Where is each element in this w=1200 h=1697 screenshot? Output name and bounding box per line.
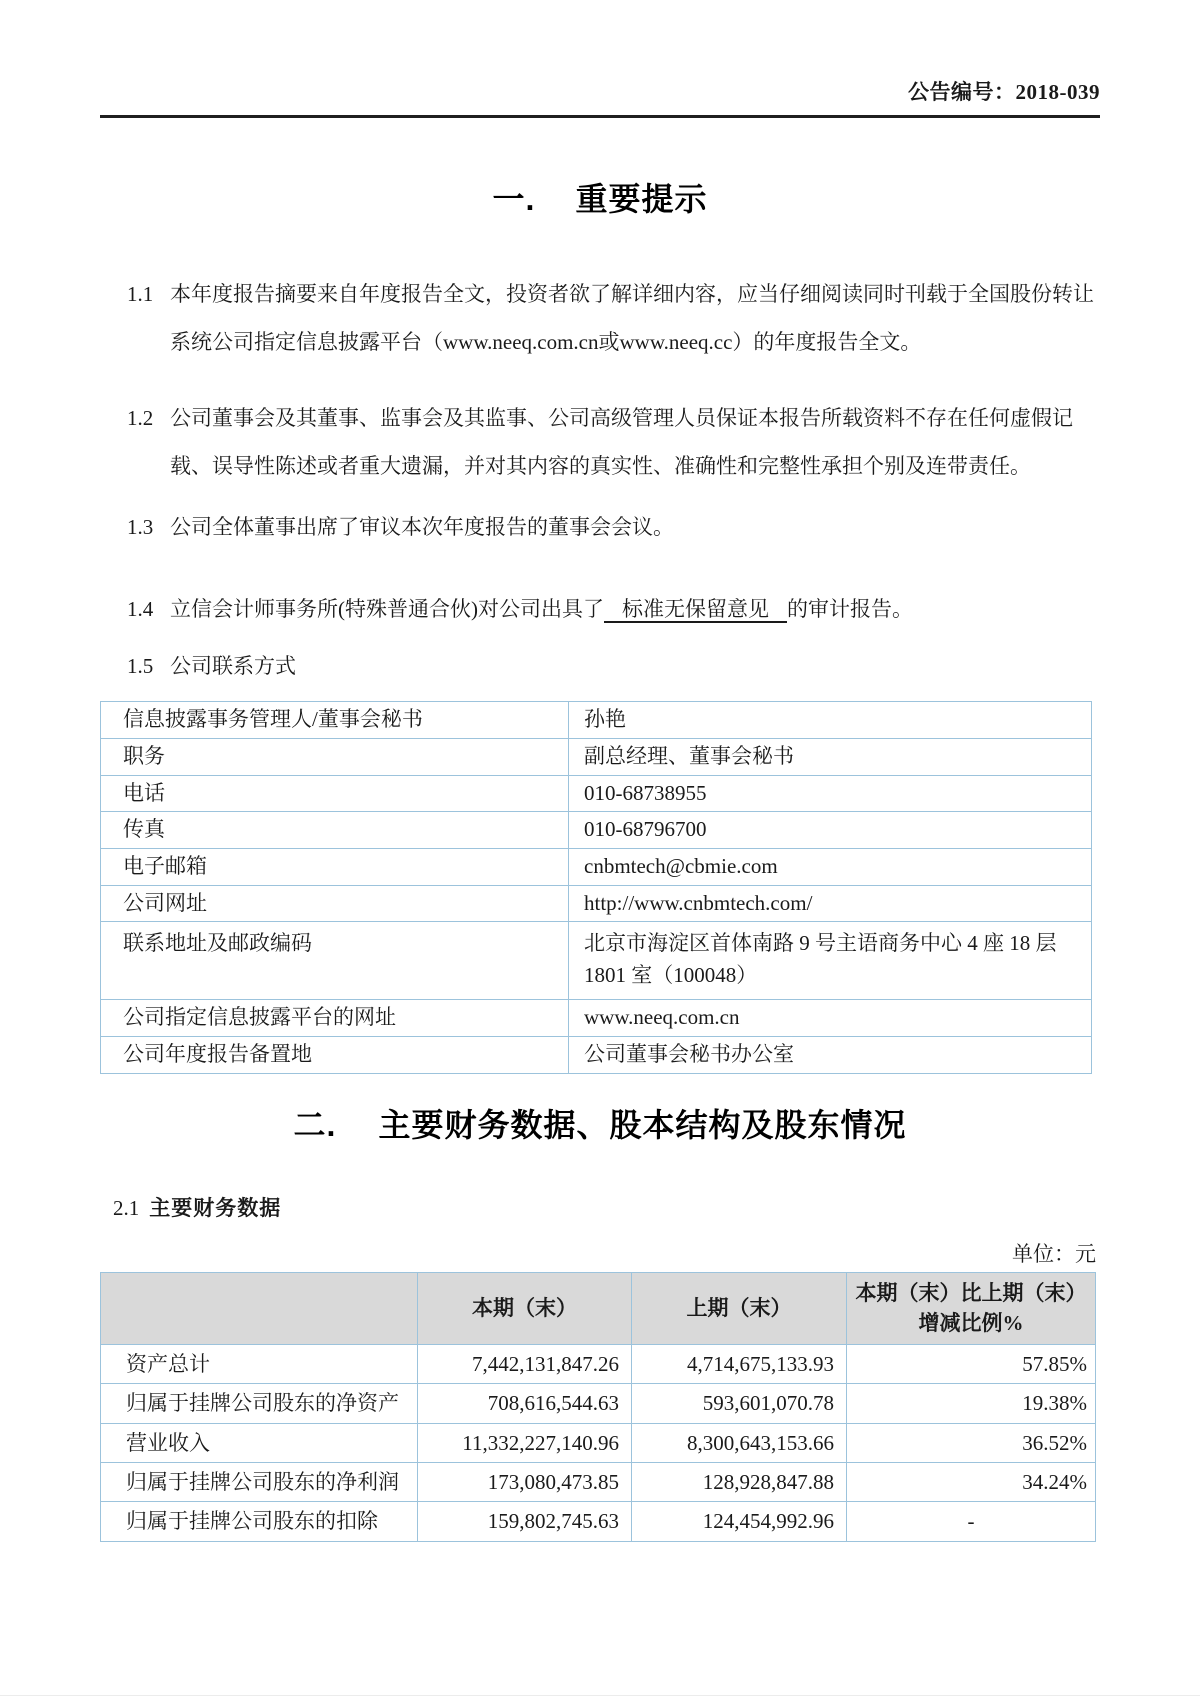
contact-value: cnbmtech@cbmie.com bbox=[569, 848, 1092, 885]
contact-label: 职务 bbox=[101, 738, 569, 775]
announcement-number: 公告编号：2018-039 bbox=[908, 80, 1100, 104]
metric-label: 资产总计 bbox=[101, 1344, 418, 1383]
contact-value: 公司董事会秘书办公室 bbox=[569, 1037, 1092, 1074]
metric-label: 归属于挂牌公司股东的净资产 bbox=[101, 1384, 418, 1423]
clause-number: 1.1 bbox=[127, 282, 154, 306]
contact-value: 010-68796700 bbox=[569, 812, 1092, 849]
contact-value: 副总经理、董事会秘书 bbox=[569, 738, 1092, 775]
clause-text bbox=[170, 585, 1100, 633]
metric-label: 营业收入 bbox=[101, 1423, 418, 1462]
clause-1-4 bbox=[100, 585, 1100, 633]
metric-change-value: 57.85% bbox=[847, 1344, 1096, 1383]
subsection-number: 2.1 bbox=[113, 1195, 140, 1220]
contact-value: 010-68738955 bbox=[569, 775, 1092, 812]
table-row bbox=[101, 812, 1092, 849]
header-blank-cell bbox=[101, 1272, 418, 1344]
contact-label: 公司指定信息披露平台的网址 bbox=[101, 1000, 569, 1037]
contact-value: 孙艳 bbox=[569, 702, 1092, 739]
clause-text: 公司董事会及其董事、监事会及其监事、公司高级管理人员保证本报告所载资料不存在任何虚假记载、误导性陈述或者重大遗漏，并对其内容的真实性、准确性和完整性承担个别及连带责任。 bbox=[170, 405, 1073, 478]
contact-info-table bbox=[100, 701, 1092, 1074]
subsection-title: 主要财务数据 bbox=[149, 1196, 282, 1220]
table-row bbox=[101, 775, 1092, 812]
metric-change-value: - bbox=[847, 1502, 1096, 1541]
table-row bbox=[101, 885, 1092, 922]
section1-heading bbox=[100, 174, 1100, 220]
table-row bbox=[101, 1423, 1096, 1462]
table-row bbox=[101, 1344, 1096, 1383]
table-row bbox=[101, 848, 1092, 885]
metric-previous-value: 593,601,070.78 bbox=[632, 1384, 847, 1423]
header-current-period: 本期（末） bbox=[418, 1272, 632, 1344]
audit-opinion-underlined: 标准无保留意见 bbox=[604, 597, 787, 623]
metric-change-value: 19.38% bbox=[847, 1384, 1096, 1423]
clause-number: 1.3 bbox=[127, 515, 154, 540]
contact-value: http://www.cnbmtech.com/ bbox=[569, 885, 1092, 922]
contact-label: 信息披露事务管理人/董事会秘书 bbox=[101, 702, 569, 739]
table-row bbox=[101, 1502, 1096, 1541]
clause-text: 公司全体董事出席了审议本次年度报告的董事会会议。 bbox=[170, 515, 674, 540]
table-row bbox=[101, 1037, 1092, 1074]
audit-text-post: 的审计报告。 bbox=[787, 597, 913, 622]
header-change-ratio-line1: 本期（末）比上期（末） bbox=[855, 1280, 1087, 1305]
section1-heading-title: 重要提示 bbox=[575, 181, 708, 217]
currency-unit-label: 单位：元 bbox=[1012, 1241, 1096, 1266]
contact-value: www.neeq.com.cn bbox=[569, 1000, 1092, 1037]
contact-label: 电话 bbox=[101, 775, 569, 812]
table-row bbox=[101, 922, 1092, 1000]
clause-number: 1.4 bbox=[127, 597, 154, 622]
metric-previous-value: 124,454,992.96 bbox=[632, 1502, 847, 1541]
metric-previous-value: 8,300,643,153.66 bbox=[632, 1423, 847, 1462]
metric-current-value: 159,802,745.63 bbox=[418, 1502, 632, 1541]
header-change-ratio-line2: 增减比例% bbox=[918, 1311, 1024, 1336]
subsection-2-1-heading bbox=[100, 1192, 1100, 1222]
metric-current-value: 11,332,227,140.96 bbox=[418, 1423, 632, 1462]
section2-heading-number: 二. bbox=[293, 1106, 337, 1143]
table-row bbox=[101, 702, 1092, 739]
table-row bbox=[101, 1463, 1096, 1502]
metric-label: 归属于挂牌公司股东的扣除 bbox=[101, 1502, 418, 1541]
metric-current-value: 7,442,131,847.26 bbox=[418, 1344, 632, 1383]
metric-previous-value: 128,928,847.88 bbox=[632, 1463, 847, 1502]
metric-current-value: 173,080,473.85 bbox=[418, 1463, 632, 1502]
clause-1-1 bbox=[100, 270, 1100, 367]
table-row bbox=[101, 1384, 1096, 1423]
clause-1-5 bbox=[100, 642, 1100, 690]
clause-number: 1.2 bbox=[127, 405, 154, 430]
header-divider bbox=[100, 115, 1100, 118]
header-previous-period: 上期（末） bbox=[632, 1272, 847, 1344]
metric-current-value: 708,616,544.63 bbox=[418, 1384, 632, 1423]
metric-label: 归属于挂牌公司股东的净利润 bbox=[101, 1463, 418, 1502]
section2-heading-title: 主要财务数据、股本结构及股东情况 bbox=[378, 1106, 907, 1143]
table-row bbox=[101, 1000, 1092, 1037]
table-row bbox=[101, 738, 1092, 775]
header-change-ratio bbox=[847, 1272, 1096, 1344]
clause-1-2 bbox=[100, 394, 1100, 491]
section2-heading bbox=[100, 1100, 1100, 1146]
table-header-row bbox=[101, 1272, 1096, 1344]
clause-text: 公司联系方式 bbox=[170, 653, 296, 678]
metric-change-value: 34.24% bbox=[847, 1463, 1096, 1502]
metric-change-value: 36.52% bbox=[847, 1423, 1096, 1462]
clause-text: 本年度报告摘要来自年度报告全文，投资者欲了解详细内容，应当仔细阅读同时刊载于全国股份转让系统公司指定信息披露平台（www.neeq.com.cn或www.neeq.cc）的年度报告全文。 bbox=[170, 282, 1094, 355]
page-bottom-edge bbox=[0, 1695, 1200, 1696]
audit-text-pre: 立信会计师事务所(特殊普通合伙)对公司出具了 bbox=[170, 597, 604, 622]
section1-heading-number: 一. bbox=[492, 181, 536, 217]
contact-label: 公司年度报告备置地 bbox=[101, 1037, 569, 1074]
contact-label: 公司网址 bbox=[101, 885, 569, 922]
financial-data-table bbox=[100, 1272, 1096, 1542]
clause-number: 1.5 bbox=[127, 653, 154, 678]
contact-label: 传真 bbox=[101, 812, 569, 849]
clause-1-3 bbox=[100, 503, 1100, 551]
metric-previous-value: 4,714,675,133.93 bbox=[632, 1344, 847, 1383]
contact-label: 联系地址及邮政编码 bbox=[101, 922, 569, 1000]
contact-value: 北京市海淀区首体南路 9 号主语商务中心 4 座 18 层 1801 室（100048） bbox=[569, 922, 1092, 1000]
contact-label: 电子邮箱 bbox=[101, 848, 569, 885]
